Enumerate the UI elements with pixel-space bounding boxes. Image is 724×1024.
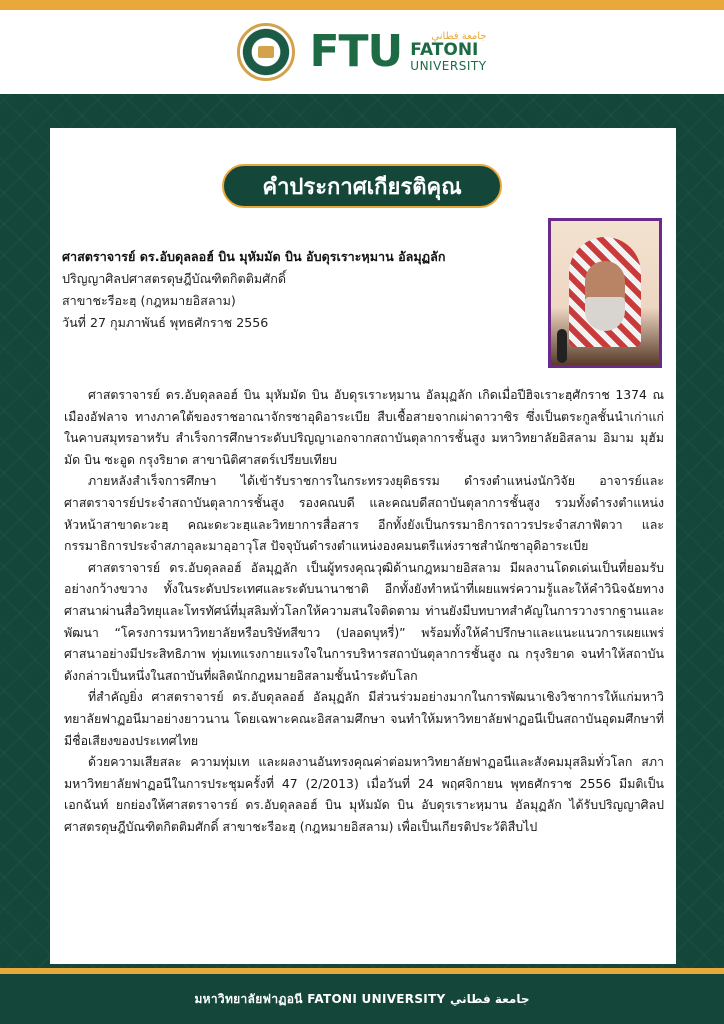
ftu-logo-name: FATONI bbox=[410, 40, 479, 61]
recipient-info bbox=[62, 246, 542, 334]
microphone-icon bbox=[557, 329, 567, 363]
citation-body bbox=[64, 384, 664, 837]
citation-paragraph: ที่สำคัญยิ่ง ศาสตราจารย์ ดร.อับดุลลอฮ์ อัลมุฏลัก มีส่วนร่วมอย่างมากในการพัฒนาเชิงวิชาการให้แก่มหาวิทยาลัยฟาฏอนีมาอย่างยาวนาน โดยเฉพาะคณะอิสลามศึกษา จนทำให้มหาวิทยาลัยฟาฏอนีเป็นสถาบันอุดมศึกษาที่มีชื่อเสียงของประเทศไทย bbox=[64, 689, 664, 748]
date-line: วันที่ 27 กุมภาพันธ์ พุทธศักราช 2556 bbox=[62, 315, 269, 330]
citation-paragraph: ศาสตราจารย์ ดร.อับดุลลอฮ์ อัลมุฏลัก เป็นผู้ทรงคุณวุฒิด้านกฎหมายอิสลาม มีผลงานโดดเด่นเป็นที่ยอมรับอย่างกว้างขวาง ทั้งในระดับประเทศและระดับนานาชาติ อีกทั้งยังทำหน้าที่เผยแพร่ความรู้และให้คำวินิจฉัยทางศาสนาผ่านสื่อวิทยุและโทรทัศน์ที่มุสลิมทั่วโลกให้ความสนใจติดตาม ท่านยังมีบทบาทสำคัญในการวางรากฐานและพัฒนา “โครงการมหาวิทยาลัยหรือบริษัทสีขาว (ปลอดบุหรี่)” พร้อมทั้งให้คำปรึกษาและแนะแนวการเผยแพร่ศาสนาอย่างมีประสิทธิภาพ ทุ่มเทแรงกายแรงใจในการบริหารสถาบันตุลาการชั้นสูง ณ กรุงริยาด จนทำให้สถาบันดังกล่าวเป็นหนึ่งในสถาบันที่ผลิตนักกฎหมายอิสลามชั้นนำระดับโลก bbox=[64, 559, 664, 683]
header bbox=[0, 10, 724, 94]
citation-paragraph: ศาสตราจารย์ ดร.อับดุลลอฮ์ บิน มุหัมมัด บิน อับดุรเราะหฺมาน อัลมุฏลัก เกิดเมื่อปีฮิจเราะฮฺศักราช 1374 ณ เมืองอัฟลาจ ทางภาคใต้ของราชอาณาจักรซาอุดิอาระเบีย สืบเชื้อสายจากเผ่าดาวาซิร ซึ่งเป็นตระกูลชั้นนำเก่าแก่ในคาบสมุทรอาหรับ สำเร็จการศึกษาระดับปริญญาเอกจากสถาบันตุลาการชั้นสูง มหาวิทยาลัยอิสลาม อิมาม มุฮัมมัด บิน ซะอูด กรุงริยาด สาขานิติศาสตร์เปรียบเทียบ bbox=[64, 387, 664, 467]
footer-text: มหาวิทยาลัยฟาฏอนี FATONI UNIVERSITY جامعة فطاني bbox=[194, 991, 530, 1006]
degree-line: ปริญญาศิลปศาสตรดุษฎีบัณฑิตกิตติมศักดิ์ bbox=[62, 271, 287, 286]
ftu-logo bbox=[309, 26, 487, 77]
book-icon bbox=[258, 46, 274, 58]
top-accent-line bbox=[0, 0, 724, 10]
green-panel bbox=[0, 94, 724, 968]
citation-paragraph: ภายหลังสำเร็จการศึกษา ได้เข้ารับราชการในกระทรวงยุติธรรม ดำรงตำแหน่งนักวิจัย อาจารย์และศาสตราจารย์ประจำสถาบันตุลาการชั้นสูง รองคณบดี และคณบดีสถาบันตุลาการชั้นสูง รวมทั้งดำรงตำแหน่งหัวหน้าสาขาดะวะฮฺ คณะดะวะฮฺและวิทยาการสื่อสาร อีกทั้งยังเป็นกรรมาธิการถาวรประจำสภาฟัตวา และกรรมาธิการประจำสภาอุละมาอฺอาวุโส ปัจจุบันดำรงตำแหน่งองคมนตรีแห่งราชสำนักซาอุดิอาระเบีย bbox=[64, 473, 664, 554]
citation-paragraph: ด้วยความเสียสละ ความทุ่มเท และผลงานอันทรงคุณค่าต่อมหาวิทยาลัยฟาฏอนีและสังคมมุสลิมทั่วโลก สภามหาวิทยาลัยฟาฏอนีในการประชุมครั้งที่ 47 (2/2013) เมื่อวันที่ 24 พฤศจิกายน พุทธศักราช 2556 มีมติเป็นเอกฉันท์ ยกย่องให้ศาสตราจารย์ ดร.อับดุลลอฮ์ บิน มุหัมมัด บิน อับดุรเราะหฺมาน อัลมุฏลัก ได้รับปริญญาศิลปศาสตรดุษฎีบัณฑิตกิตติมศักดิ์ สาขาชะรีอะฮฺ (กฎหมายอิสลาม) เพื่อเป็นเกียรติประวัติสืบไป bbox=[64, 754, 664, 834]
university-seal-logo bbox=[237, 23, 295, 81]
certificate-card bbox=[50, 128, 676, 964]
ftu-logo-words bbox=[410, 32, 486, 73]
title-banner bbox=[222, 164, 502, 208]
ftu-logo-arabic: جامعة فطاني bbox=[431, 30, 487, 42]
ftu-logo-sub: UNIVERSITY bbox=[410, 58, 487, 73]
ftu-logo-letters: FTU bbox=[309, 26, 403, 77]
footer bbox=[0, 974, 724, 1024]
field-line: สาขาชะรีอะฮฺ (กฎหมายอิสลาม) bbox=[62, 293, 236, 308]
page-title: คำประกาศเกียรติคุณ bbox=[262, 174, 462, 200]
recipient-name: ศาสตราจารย์ ดร.อับดุลลอฮ์ บิน มุหัมมัด บิน อับดุรเราะหฺมาน อัลมุฏลัก bbox=[62, 249, 446, 264]
portrait-photo bbox=[548, 218, 662, 368]
